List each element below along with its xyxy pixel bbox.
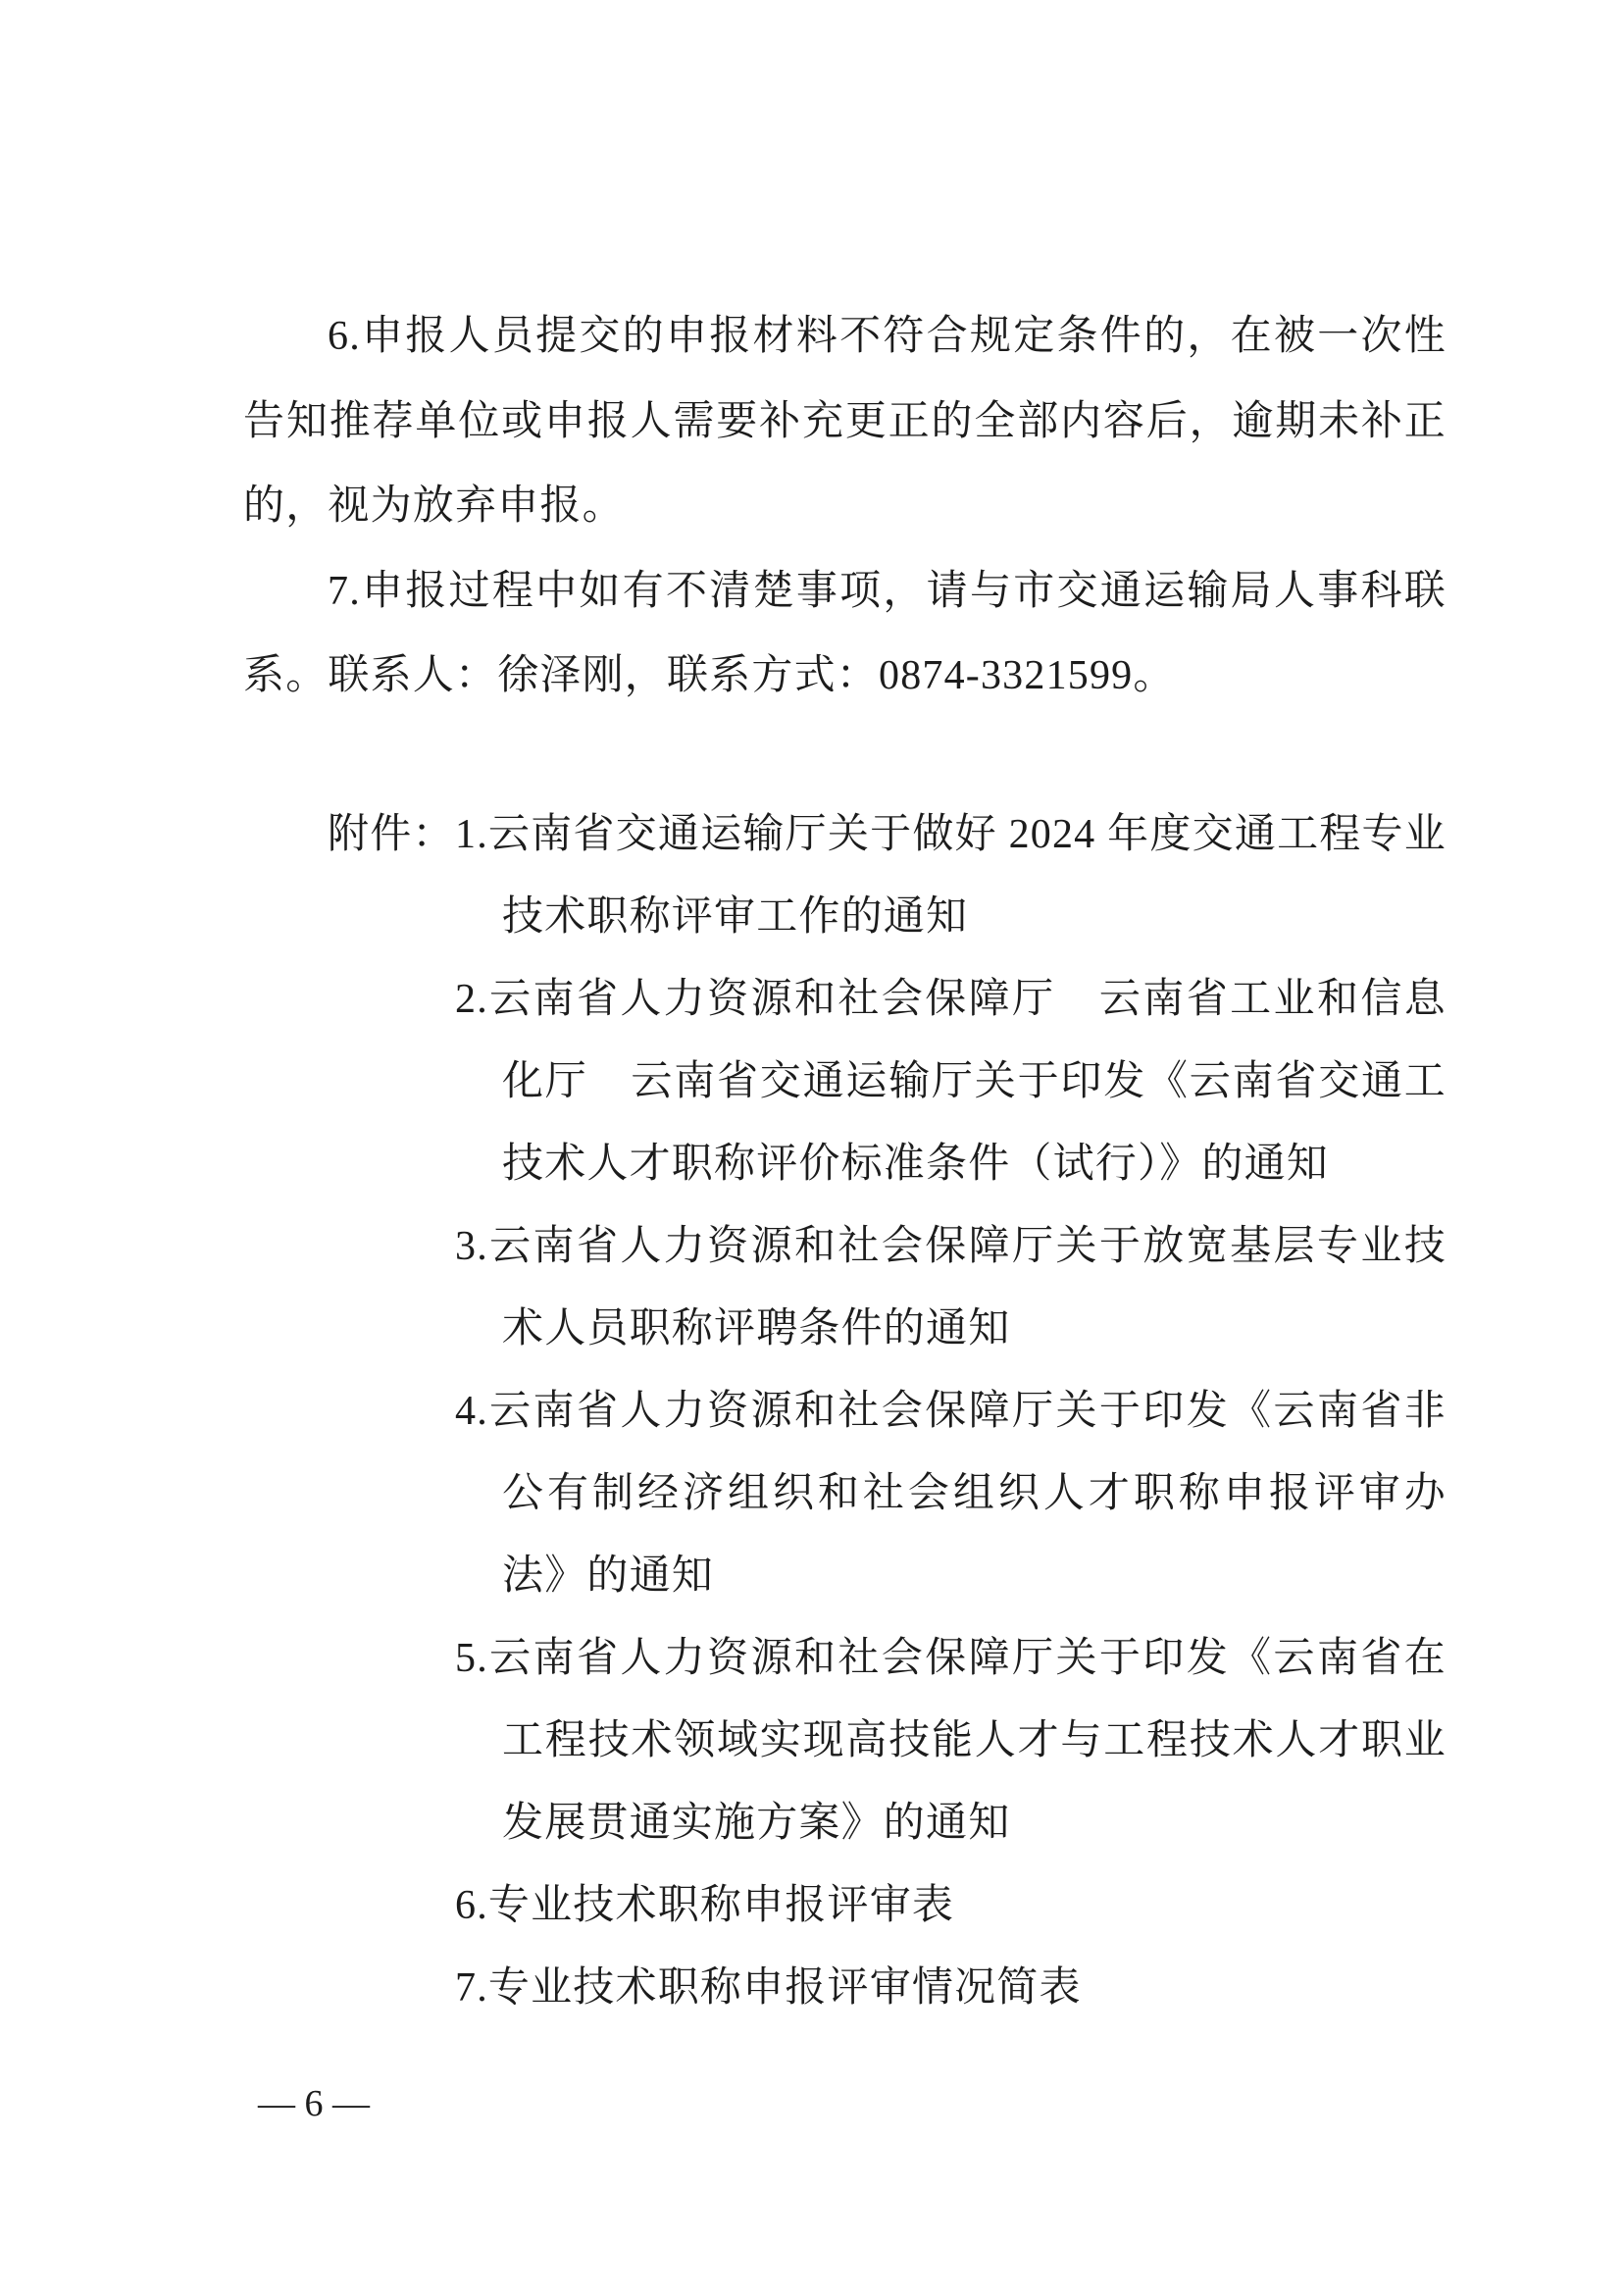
attachment-item-line: 1.云南省交通运输厅关于做好 2024 年度交通工程专业 (455, 812, 1446, 857)
paragraph-item-7 (243, 549, 1446, 719)
attachment-item-line: 技术职称评审工作的通知 (502, 894, 969, 940)
attachment-item-line: 7.专业技术职称申报评审情况简表 (455, 1965, 1082, 2011)
attachment-item-line: 术人员职称评聘条件的通知 (502, 1306, 1011, 1351)
attachment-item-line: 发展贯通实施方案》的通知 (502, 1801, 1011, 1846)
attachment-item-6 (455, 1864, 1446, 1947)
attachment-item-line: 5.云南省人力资源和社会保障厅关于印发《云南省在 (455, 1636, 1446, 1681)
attachment-item-line: 3.云南省人力资源和社会保障厅关于放宽基层专业技 (455, 1224, 1446, 1269)
attachment-item-1 (455, 793, 1446, 958)
paragraph-line: 的，视为放弃申报。 (243, 484, 625, 529)
attachment-item-line: 2.云南省人力资源和社会保障厅 云南省工业和信息 (455, 977, 1446, 1022)
attachment-item-line: 公有制经济组织和社会组织人才职称申报评审办 (502, 1471, 1446, 1516)
attachment-item-line: 4.云南省人力资源和社会保障厅关于印发《云南省非 (455, 1389, 1446, 1434)
attachment-item-5 (455, 1617, 1446, 1864)
attachments-label: 附件： (328, 812, 455, 857)
paragraph-line: 告知推荐单位或申报人需要补充更正的全部内容后，逾期未补正 (243, 398, 1446, 444)
attachment-item-2 (455, 958, 1446, 1205)
page-number: — 6 — (258, 2083, 370, 2124)
attachment-item-7 (455, 1947, 1446, 2029)
attachment-item-4 (455, 1370, 1446, 1617)
paragraph-line: 系。联系人：徐泽刚，联系方式：0874-3321599。 (243, 653, 1176, 698)
attachment-item-line: 6.专业技术职称申报评审表 (455, 1883, 955, 1928)
paragraph-line: 7.申报过程中如有不清楚事项，请与市交通运输局人事科联 (328, 568, 1446, 614)
attachment-item-line: 化厅 云南省交通运输厅关于印发《云南省交通工 (502, 1059, 1446, 1104)
attachment-item-line: 法》的通知 (502, 1554, 715, 1599)
attachments-list (455, 793, 1446, 2029)
attachment-item-line: 工程技术领域实现高技能人才与工程技术人才职业 (502, 1718, 1446, 1763)
attachment-item-line: 技术人才职称评价标准条件（试行）》的通知 (502, 1142, 1330, 1187)
body-text (243, 294, 1446, 719)
paragraph-line: 6.申报人员提交的申报材料不符合规定条件的，在被一次性 (328, 314, 1446, 359)
attachment-item-3 (455, 1205, 1446, 1370)
paragraph-item-6 (243, 294, 1446, 549)
